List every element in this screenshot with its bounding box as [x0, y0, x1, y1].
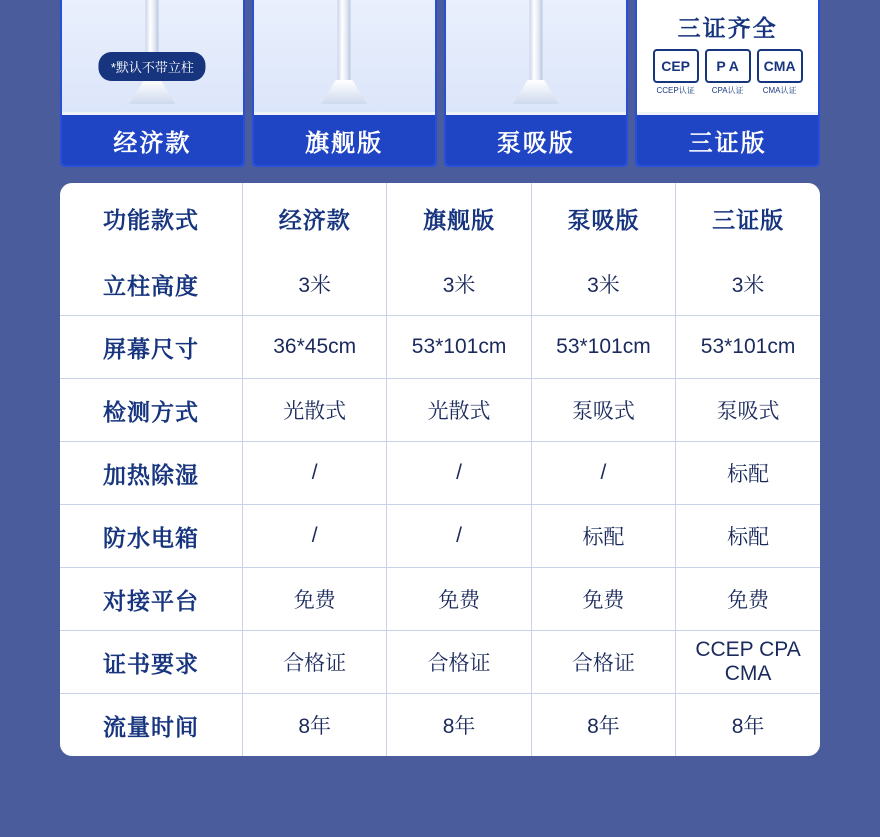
table-cell: 8年 — [731, 715, 765, 738]
product-card-title: 三证版 — [637, 115, 818, 165]
table-cell: 合格证 — [243, 631, 387, 694]
table-header-row — [60, 183, 820, 253]
device-illustration — [254, 0, 435, 112]
table-cell: 免费 — [531, 568, 675, 631]
table-cell: 光散式 — [243, 379, 387, 442]
table-cell: / — [243, 505, 387, 568]
table-cell: 标配 — [676, 505, 820, 568]
table-row — [60, 631, 820, 694]
base-shape — [129, 80, 175, 104]
table-cell: 36*45cm — [243, 316, 387, 379]
table-cell: 3米 — [676, 253, 820, 316]
table-cell: 标配 — [676, 442, 820, 505]
table-row — [60, 316, 820, 379]
table-cell: 53*101cm — [531, 316, 675, 379]
table-cell: 53*101cm — [387, 316, 531, 379]
table-cell: 53*101cm — [676, 316, 820, 379]
row-label: 屏幕尺寸 — [60, 316, 243, 379]
table-cell: 免费 — [387, 568, 531, 631]
row-label: 流量时间 — [60, 694, 243, 757]
table-cell: 3米 — [387, 253, 531, 316]
device-illustration — [446, 0, 627, 112]
row-label: 加热除湿 — [60, 442, 243, 505]
table-row — [60, 379, 820, 442]
comparison-table-container — [60, 183, 820, 756]
table-cell: CCEP CPA CMA — [676, 631, 820, 694]
certification-caption: CCEP认证 — [656, 86, 695, 95]
certification-illustration — [637, 0, 818, 112]
table-cell: 免费 — [243, 568, 387, 631]
column-header-pump: 泵吸版 — [531, 183, 675, 253]
column-header-economy: 经济款 — [243, 183, 387, 253]
table-cell: 泵吸式 — [531, 379, 675, 442]
table-cell: 合格证 — [387, 631, 531, 694]
column-header-feature: 功能款式 — [60, 183, 243, 253]
base-shape — [513, 80, 559, 104]
cpa-certificate-icon: P A — [705, 49, 751, 83]
certification-badge-row — [653, 49, 803, 96]
certification-item — [757, 49, 803, 96]
table-row — [60, 694, 820, 757]
table-cell: / — [531, 442, 675, 505]
comparison-table — [60, 183, 820, 756]
table-cell: 8年 — [243, 694, 387, 757]
product-card-economy[interactable] — [60, 0, 245, 167]
table-cell: / — [387, 505, 531, 568]
table-cell: 免费 — [676, 568, 820, 631]
table-header — [60, 183, 820, 253]
table-row — [60, 568, 820, 631]
table-body — [60, 253, 820, 756]
device-illustration — [62, 0, 243, 112]
table-row — [60, 442, 820, 505]
table-cell: 泵吸式 — [676, 379, 820, 442]
product-card-title: 旗舰版 — [254, 115, 435, 165]
base-shape — [321, 80, 367, 104]
ccep-certificate-icon: CEP — [653, 49, 699, 83]
product-card-title: 泵吸版 — [446, 115, 627, 165]
table-cell: 标配 — [531, 505, 675, 568]
row-label: 证书要求 — [60, 631, 243, 694]
table-row — [60, 505, 820, 568]
table-cell: 8年 — [387, 694, 531, 757]
cma-certificate-icon: CMA — [757, 49, 803, 83]
certification-item — [653, 49, 699, 96]
product-card-strip — [60, 0, 820, 167]
pole-shape — [338, 0, 351, 84]
table-cell: / — [387, 442, 531, 505]
row-label: 立柱高度 — [60, 253, 243, 316]
table-row — [60, 253, 820, 316]
pole-shape — [529, 0, 542, 84]
table-cell: 3米 — [531, 253, 675, 316]
table-cell: 光散式 — [387, 379, 531, 442]
table-cell: 8年 — [531, 694, 675, 757]
card-note-badge: *默认不带立柱 — [99, 52, 206, 81]
product-card-flagship[interactable] — [252, 0, 437, 167]
row-label: 检测方式 — [60, 379, 243, 442]
table-cell: / — [243, 442, 387, 505]
certification-heading: 三证齐全 — [677, 15, 778, 41]
product-card-pump[interactable] — [444, 0, 629, 167]
certification-item — [705, 49, 751, 96]
row-label: 对接平台 — [60, 568, 243, 631]
row-label: 防水电箱 — [60, 505, 243, 568]
product-card-certified[interactable] — [635, 0, 820, 167]
certification-caption: CPA认证 — [711, 86, 744, 95]
product-card-title: 经济款 — [62, 115, 243, 165]
certification-caption: CMA认证 — [762, 86, 797, 95]
column-header-flagship: 旗舰版 — [387, 183, 531, 253]
table-cell: 3米 — [243, 253, 387, 316]
column-header-certified: 三证版 — [712, 206, 785, 233]
table-cell: 合格证 — [531, 631, 675, 694]
